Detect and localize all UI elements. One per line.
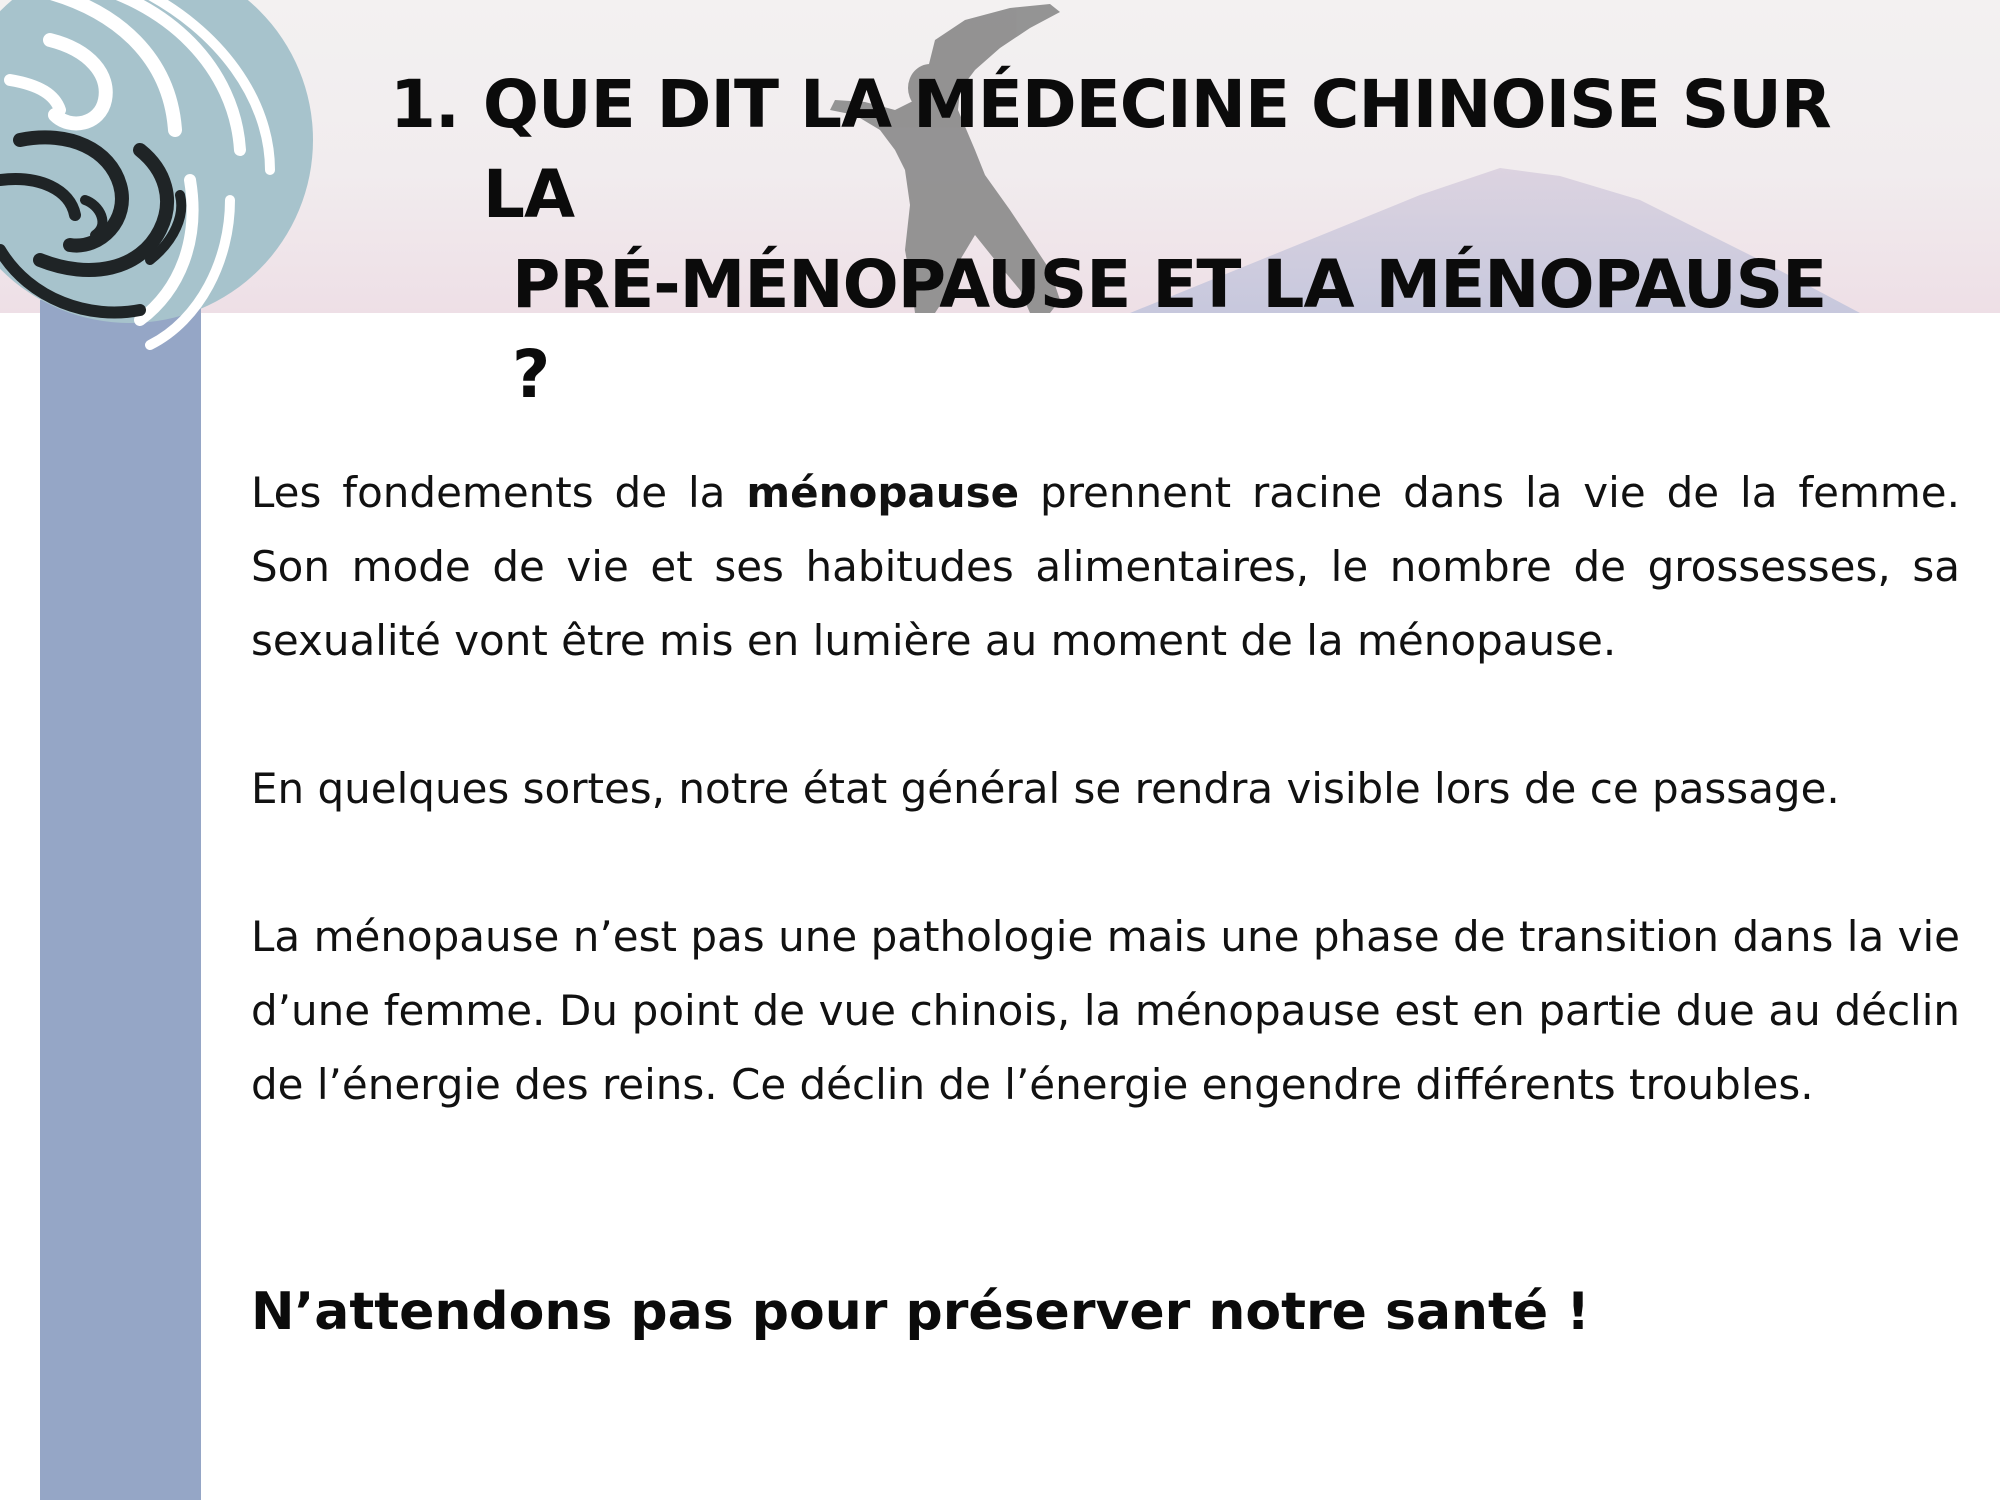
left-sidebar-stripe bbox=[40, 300, 201, 1500]
paragraph-3: La ménopause n’est pas une pathologie mais une phase de transition dans la vie d’une femme. Du point de vue chinois, la ménopause est en partie due au déclin de l’énergie des reins. Ce déclin de l’énergie engendre différents troubles. bbox=[251, 912, 1960, 1109]
main-content bbox=[251, 456, 1960, 1122]
paragraph-1-intro: Les fondements de la bbox=[251, 468, 747, 517]
paragraph-1-keyword: ménopause bbox=[746, 468, 1020, 517]
paragraph-2: En quelques sortes, notre état général se rendra visible lors de ce passage. bbox=[251, 764, 1840, 813]
paragraph-1 bbox=[251, 456, 1960, 678]
page-title bbox=[390, 60, 1840, 420]
section-number: 1. bbox=[390, 66, 459, 143]
maze-logo bbox=[0, 0, 320, 390]
title-line-2: PRÉ-MÉNOPAUSE ET LA MÉNOPAUSE ? bbox=[512, 246, 1827, 413]
paragraph-1-rest: prennent racine dans la vie de la femme. Son mode de vie et ses habitudes alimentaires, le nombre de grossesses, sa sexualité vont être mis en lumière au moment de la ménopause. bbox=[251, 468, 1960, 665]
callout-text: N’attendons pas pour préserver notre santé ! bbox=[251, 1282, 1590, 1342]
title-line-1: QUE DIT LA MÉDECINE CHINOISE SUR LA bbox=[482, 66, 1831, 233]
